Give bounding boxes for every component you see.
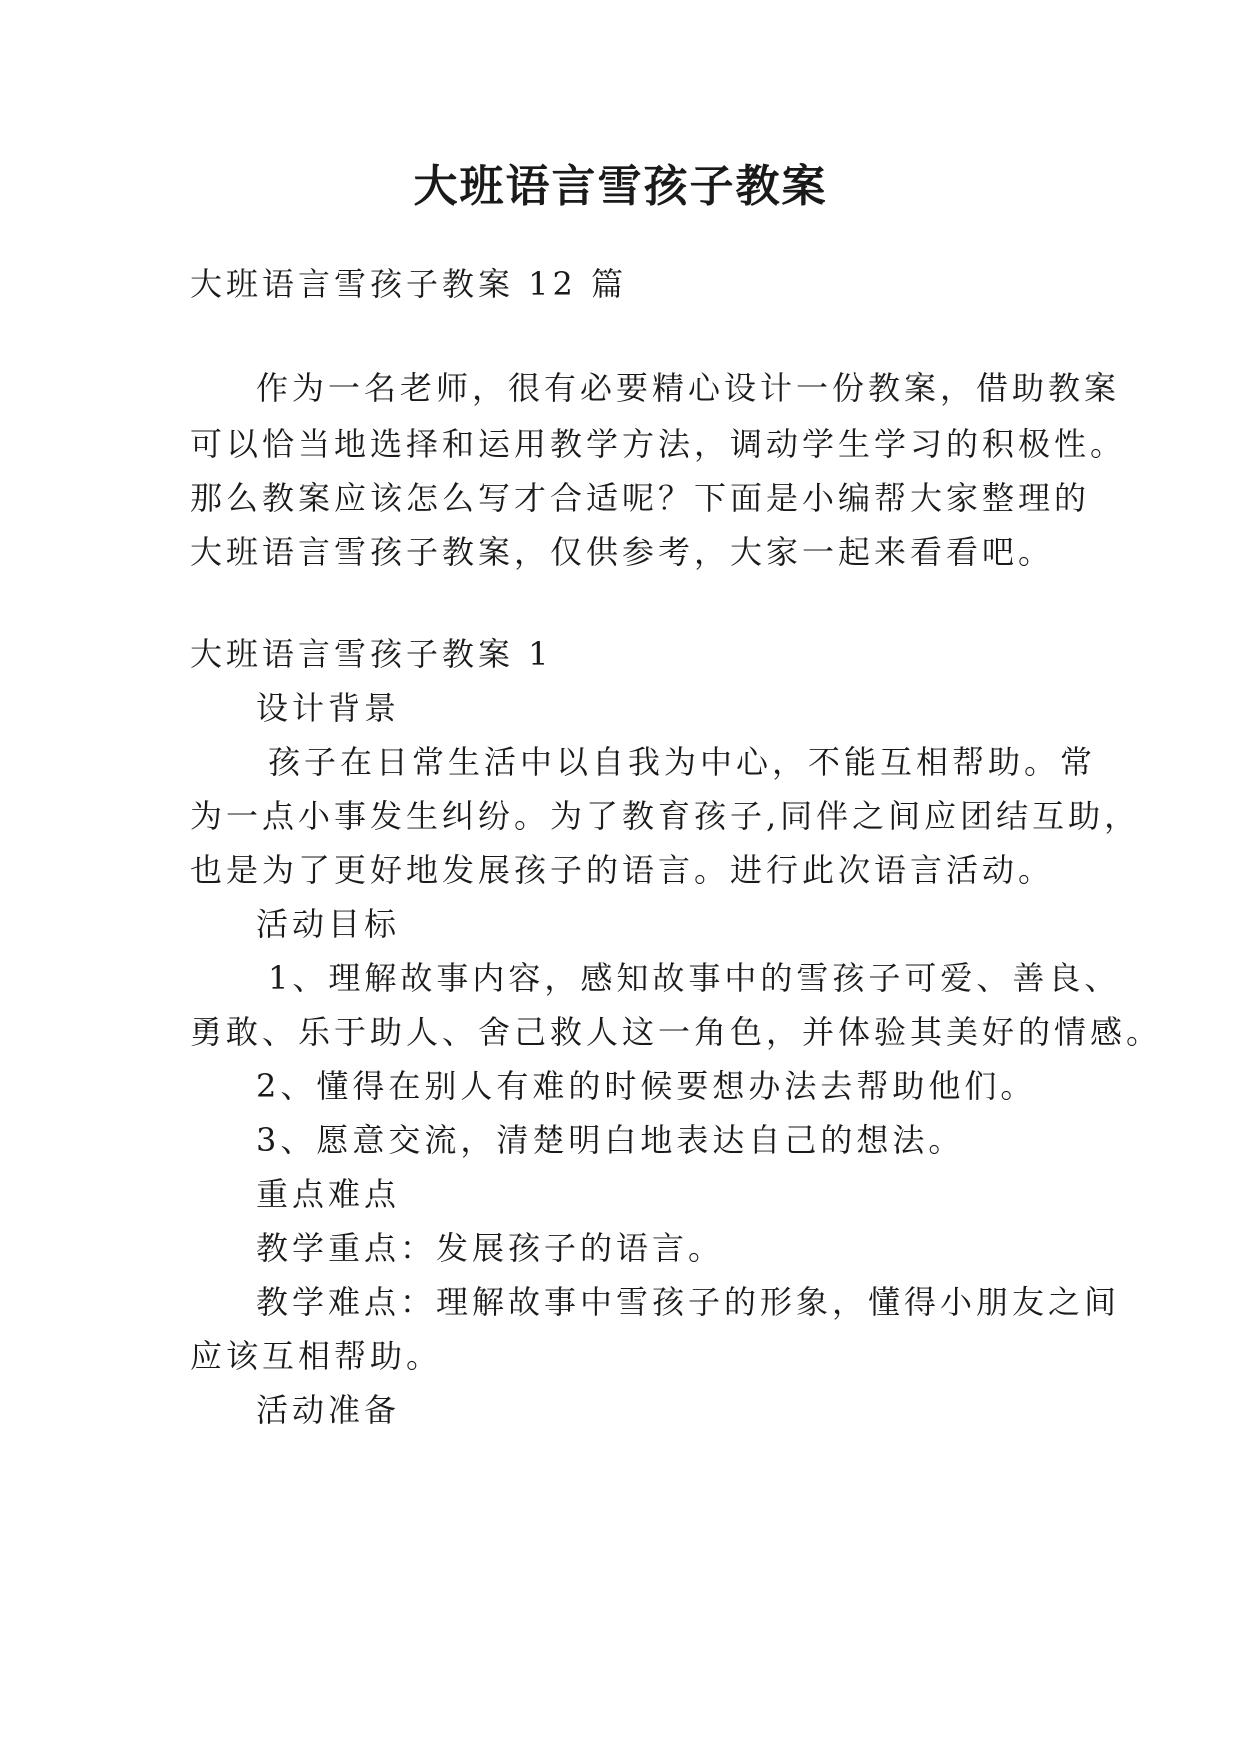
document-subtitle: 大班语言雪孩子教案 12 篇 <box>190 265 628 303</box>
design-background-label: 设计背景 <box>256 689 401 727</box>
intro-line-3: 那么教案应该怎么写才合适呢？下面是小编帮大家整理的 <box>190 479 1091 517</box>
teaching-focus: 教学重点：发展孩子的语言。 <box>256 1229 725 1267</box>
intro-line-2: 可以恰当地选择和运用教学方法，调动学生学习的积极性。 <box>190 425 1127 463</box>
design-background-line-2: 为一点小事发生纠纷。为了教育孩子,同伴之间应团结互助， <box>190 797 1141 835</box>
goal-1-line-1: 1、理解故事内容，感知故事中的雪孩子可爱、善良、 <box>268 959 1121 997</box>
preparation-label: 活动准备 <box>256 1391 401 1429</box>
intro-line-4: 大班语言雪孩子教案，仅供参考，大家一起来看看吧。 <box>190 533 1055 571</box>
design-background-line-3: 也是为了更好地发展孩子的语言。进行此次语言活动。 <box>190 851 1055 889</box>
goal-1-line-2: 勇敢、乐于助人、舍己救人这一角色，并体验其美好的情感。 <box>190 1013 1163 1051</box>
goal-3: 3、愿意交流，清楚明白地表达自己的想法。 <box>256 1121 965 1159</box>
intro-line-1: 作为一名老师，很有必要精心设计一份教案，借助教案 <box>256 369 1121 407</box>
goals-label: 活动目标 <box>256 905 401 943</box>
design-background-line-1: 孩子在日常生活中以自我为中心，不能互相帮助。常 <box>268 743 1097 781</box>
document-title: 大班语言雪孩子教案 <box>413 161 828 212</box>
section-heading: 大班语言雪孩子教案 1 <box>190 635 553 673</box>
goal-2: 2、懂得在别人有难的时候要想办法去帮助他们。 <box>256 1067 1037 1105</box>
teaching-difficulty-line-1: 教学难点：理解故事中雪孩子的形象，懂得小朋友之间 <box>256 1283 1121 1321</box>
key-points-label: 重点难点 <box>256 1175 401 1213</box>
teaching-difficulty-line-2: 应该互相帮助。 <box>190 1337 443 1375</box>
